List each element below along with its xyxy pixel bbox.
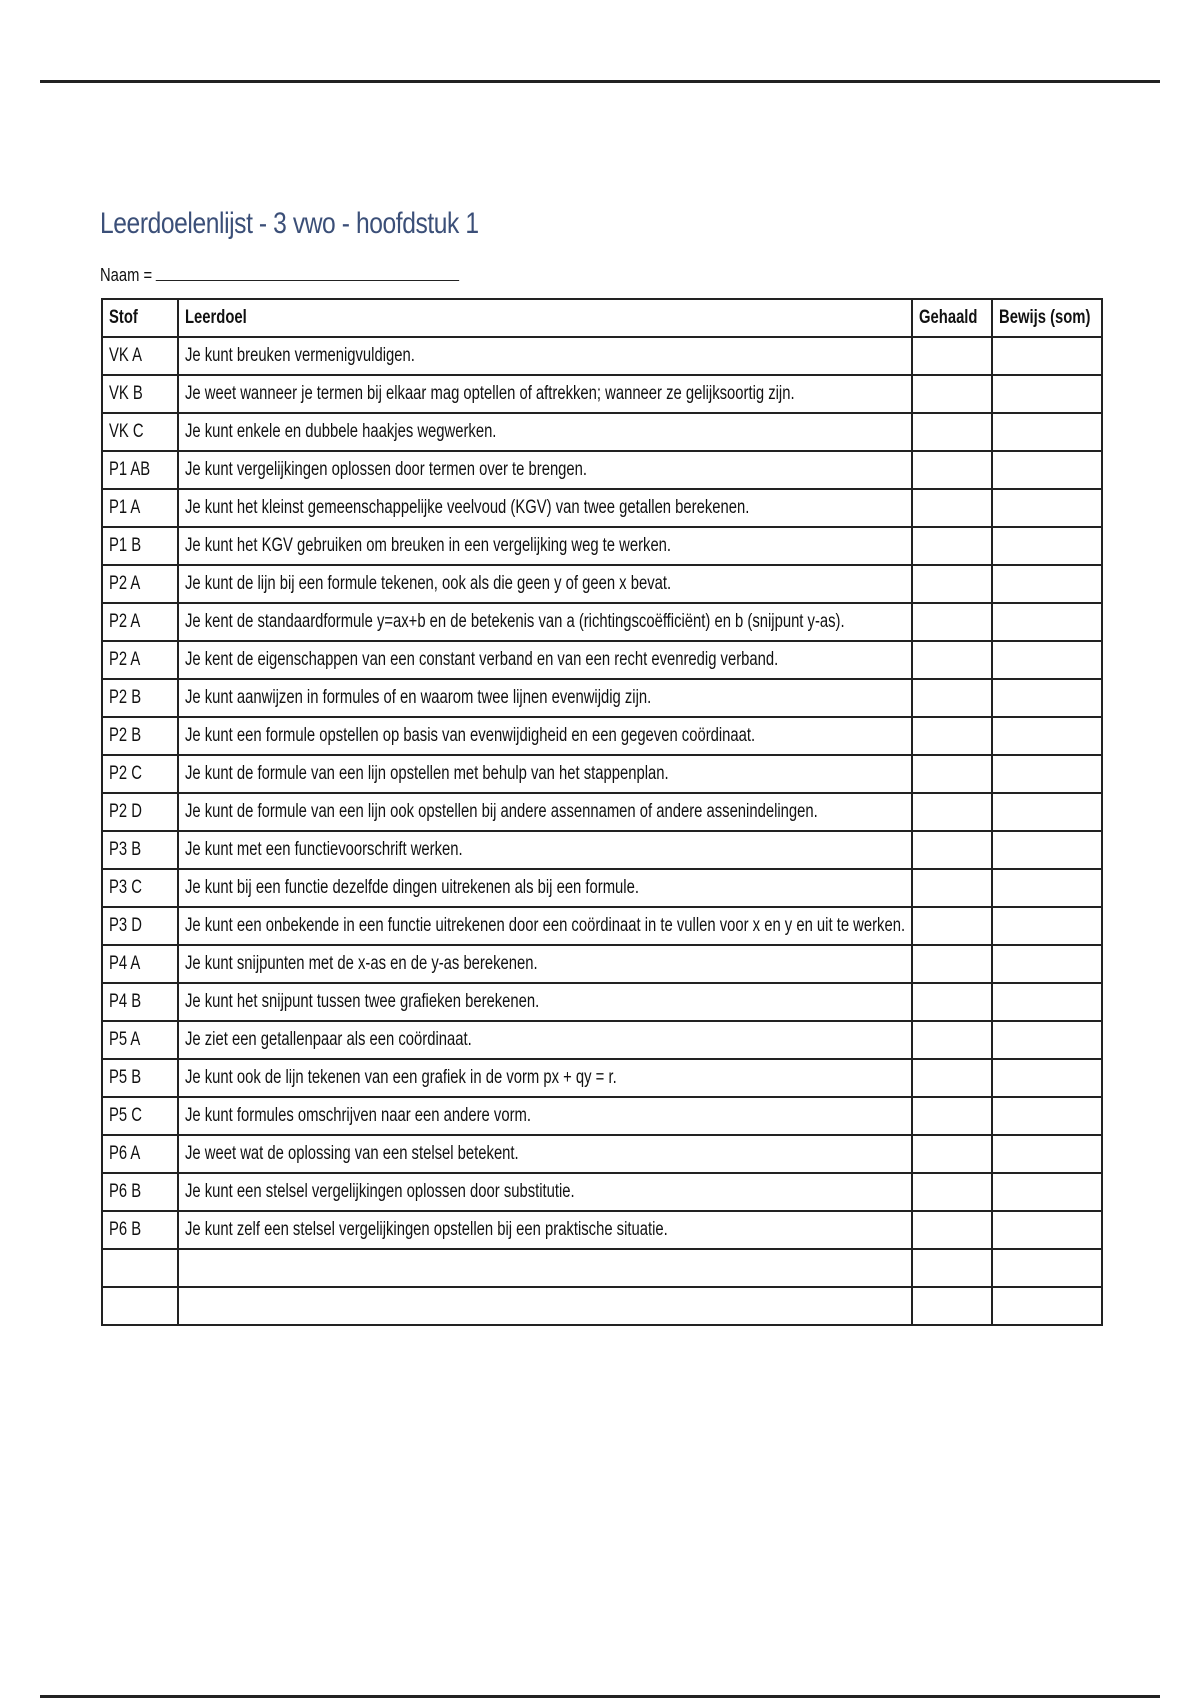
gehaald-cell[interactable]	[912, 641, 992, 679]
bewijs-cell[interactable]	[992, 1211, 1102, 1249]
leerdoel-cell: Je kunt formules omschrijven naar een andere vorm.	[178, 1097, 912, 1135]
bewijs-cell[interactable]	[992, 1097, 1102, 1135]
leerdoel-cell: Je kunt zelf een stelsel vergelijkingen opstellen bij een praktische situatie.	[178, 1211, 912, 1249]
bewijs-cell[interactable]	[992, 527, 1102, 565]
leerdoel-cell: Je kunt de formule van een lijn opstellen met behulp van het stappenplan.	[178, 755, 912, 793]
bewijs-cell[interactable]	[992, 869, 1102, 907]
table-row	[102, 489, 1102, 527]
bewijs-cell[interactable]	[992, 831, 1102, 869]
stof-cell: P6 B	[102, 1173, 178, 1211]
gehaald-cell[interactable]	[912, 717, 992, 755]
table-row	[102, 451, 1102, 489]
leerdoel-cell: Je weet wanneer je termen bij elkaar mag optellen of aftrekken; wanneer ze gelijksoortig zijn.	[178, 375, 912, 413]
stof-cell	[102, 1249, 178, 1287]
stof-cell: P3 D	[102, 907, 178, 945]
header-gehaald: Gehaald	[912, 299, 992, 337]
table-row	[102, 907, 1102, 945]
stof-cell: P5 A	[102, 1021, 178, 1059]
stof-cell: P1 B	[102, 527, 178, 565]
gehaald-cell[interactable]	[912, 489, 992, 527]
gehaald-cell[interactable]	[912, 755, 992, 793]
leerdoel-cell: Je kunt ook de lijn tekenen van een grafiek in de vorm px + qy = r.	[178, 1059, 912, 1097]
leerdoel-cell: Je ziet een getallenpaar als een coördinaat.	[178, 1021, 912, 1059]
table-row	[102, 603, 1102, 641]
stof-cell: P2 B	[102, 679, 178, 717]
name-input-line[interactable]	[155, 262, 458, 281]
table-row	[102, 1173, 1102, 1211]
leerdoel-cell: Je kunt een formule opstellen op basis van evenwijdigheid en een gegeven coördinaat.	[178, 717, 912, 755]
bottom-rule	[40, 1695, 1160, 1698]
bewijs-cell[interactable]	[992, 375, 1102, 413]
gehaald-cell[interactable]	[912, 907, 992, 945]
stof-cell	[102, 1287, 178, 1325]
leerdoel-cell: Je kunt met een functievoorschrift werken.	[178, 831, 912, 869]
stof-cell: P3 B	[102, 831, 178, 869]
leerdoel-cell: Je kunt het kleinst gemeenschappelijke veelvoud (KGV) van twee getallen berekenen.	[178, 489, 912, 527]
top-rule	[40, 80, 1160, 83]
table-header-row	[102, 299, 1102, 337]
bewijs-cell[interactable]	[992, 755, 1102, 793]
learning-goals-table	[101, 298, 1103, 1326]
table-row	[102, 1249, 1102, 1287]
stof-cell: P2 B	[102, 717, 178, 755]
table-row	[102, 1211, 1102, 1249]
stof-cell: P3 C	[102, 869, 178, 907]
stof-cell: P2 A	[102, 565, 178, 603]
gehaald-cell[interactable]	[912, 375, 992, 413]
table-row	[102, 1021, 1102, 1059]
bewijs-cell[interactable]	[992, 1173, 1102, 1211]
gehaald-cell[interactable]	[912, 679, 992, 717]
gehaald-cell[interactable]	[912, 1097, 992, 1135]
gehaald-cell[interactable]	[912, 451, 992, 489]
table-row	[102, 1059, 1102, 1097]
gehaald-cell[interactable]	[912, 831, 992, 869]
leerdoel-cell: Je kunt vergelijkingen oplossen door termen over te brengen.	[178, 451, 912, 489]
leerdoel-cell: Je kent de standaardformule y=ax+b en de betekenis van a (richtingscoëfficiënt) en b (snijpunt y-as).	[178, 603, 912, 641]
gehaald-cell[interactable]	[912, 1211, 992, 1249]
leerdoel-cell	[178, 1249, 912, 1287]
table-row	[102, 565, 1102, 603]
bewijs-cell[interactable]	[992, 641, 1102, 679]
gehaald-cell[interactable]	[912, 1059, 992, 1097]
bewijs-cell[interactable]	[992, 907, 1102, 945]
leerdoel-cell: Je kunt breuken vermenigvuldigen.	[178, 337, 912, 375]
table-row	[102, 679, 1102, 717]
table-row	[102, 375, 1102, 413]
page-title: Leerdoelenlijst - 3 vwo - hoofdstuk 1	[100, 207, 479, 240]
table-row	[102, 831, 1102, 869]
table-row	[102, 1097, 1102, 1135]
stof-cell: P2 C	[102, 755, 178, 793]
leerdoel-cell: Je kunt bij een functie dezelfde dingen uitrekenen als bij een formule.	[178, 869, 912, 907]
gehaald-cell[interactable]	[912, 565, 992, 603]
table-row	[102, 983, 1102, 1021]
stof-cell: P5 B	[102, 1059, 178, 1097]
gehaald-cell[interactable]	[912, 983, 992, 1021]
leerdoel-cell: Je kunt de lijn bij een formule tekenen, ook als die geen y of geen x bevat.	[178, 565, 912, 603]
table-row	[102, 1287, 1102, 1325]
bewijs-cell[interactable]	[992, 945, 1102, 983]
bewijs-cell[interactable]	[992, 679, 1102, 717]
stof-cell: P1 AB	[102, 451, 178, 489]
leerdoel-cell: Je kunt de formule van een lijn ook opstellen bij andere assennamen of andere assenindelingen.	[178, 793, 912, 831]
gehaald-cell[interactable]	[912, 945, 992, 983]
bewijs-cell[interactable]	[992, 1287, 1102, 1325]
bewijs-cell[interactable]	[992, 337, 1102, 375]
leerdoel-cell: Je weet wat de oplossing van een stelsel betekent.	[178, 1135, 912, 1173]
gehaald-cell[interactable]	[912, 869, 992, 907]
stof-cell: P1 A	[102, 489, 178, 527]
bewijs-cell[interactable]	[992, 793, 1102, 831]
gehaald-cell[interactable]	[912, 413, 992, 451]
stof-cell: P4 B	[102, 983, 178, 1021]
leerdoel-cell	[178, 1287, 912, 1325]
header-leerdoel: Leerdoel	[178, 299, 912, 337]
table-row	[102, 755, 1102, 793]
bewijs-cell[interactable]	[992, 1059, 1102, 1097]
table-row	[102, 717, 1102, 755]
bewijs-cell[interactable]	[992, 1249, 1102, 1287]
stof-cell: P6 B	[102, 1211, 178, 1249]
table-row	[102, 945, 1102, 983]
header-bewijs: Bewijs (som)	[992, 299, 1102, 337]
leerdoel-cell: Je kunt een onbekende in een functie uitrekenen door een coördinaat in te vullen voor x en y en uit te werken.	[178, 907, 912, 945]
gehaald-cell[interactable]	[912, 337, 992, 375]
gehaald-cell[interactable]	[912, 793, 992, 831]
bewijs-cell[interactable]	[992, 603, 1102, 641]
leerdoel-cell: Je kunt een stelsel vergelijkingen oplossen door substitutie.	[178, 1173, 912, 1211]
gehaald-cell[interactable]	[912, 527, 992, 565]
table-row	[102, 527, 1102, 565]
bewijs-cell[interactable]	[992, 1135, 1102, 1173]
bewijs-cell[interactable]	[992, 983, 1102, 1021]
bewijs-cell[interactable]	[992, 1021, 1102, 1059]
gehaald-cell[interactable]	[912, 603, 992, 641]
bewijs-cell[interactable]	[992, 489, 1102, 527]
table-row	[102, 869, 1102, 907]
bewijs-cell[interactable]	[992, 451, 1102, 489]
stof-cell: P4 A	[102, 945, 178, 983]
bewijs-cell[interactable]	[992, 717, 1102, 755]
name-label: Naam =	[100, 265, 153, 285]
leerdoel-cell: Je kunt aanwijzen in formules of en waarom twee lijnen evenwijdig zijn.	[178, 679, 912, 717]
bewijs-cell[interactable]	[992, 565, 1102, 603]
gehaald-cell[interactable]	[912, 1021, 992, 1059]
table-row	[102, 1135, 1102, 1173]
table-row	[102, 793, 1102, 831]
stof-cell: VK C	[102, 413, 178, 451]
leerdoel-cell: Je kunt snijpunten met de x-as en de y-as berekenen.	[178, 945, 912, 983]
stof-cell: VK B	[102, 375, 178, 413]
leerdoel-cell: Je kunt enkele en dubbele haakjes wegwerken.	[178, 413, 912, 451]
header-stof: Stof	[102, 299, 178, 337]
gehaald-cell[interactable]	[912, 1249, 992, 1287]
name-field	[100, 262, 459, 286]
leerdoel-cell: Je kent de eigenschappen van een constant verband en van een recht evenredig verband.	[178, 641, 912, 679]
table-row	[102, 641, 1102, 679]
table-row	[102, 413, 1102, 451]
bewijs-cell[interactable]	[992, 413, 1102, 451]
gehaald-cell[interactable]	[912, 1173, 992, 1211]
stof-cell: P2 D	[102, 793, 178, 831]
stof-cell: VK A	[102, 337, 178, 375]
stof-cell: P2 A	[102, 641, 178, 679]
stof-cell: P5 C	[102, 1097, 178, 1135]
stof-cell: P6 A	[102, 1135, 178, 1173]
leerdoel-cell: Je kunt het KGV gebruiken om breuken in een vergelijking weg te werken.	[178, 527, 912, 565]
gehaald-cell[interactable]	[912, 1135, 992, 1173]
gehaald-cell[interactable]	[912, 1287, 992, 1325]
table-row	[102, 337, 1102, 375]
stof-cell: P2 A	[102, 603, 178, 641]
leerdoel-cell: Je kunt het snijpunt tussen twee grafieken berekenen.	[178, 983, 912, 1021]
